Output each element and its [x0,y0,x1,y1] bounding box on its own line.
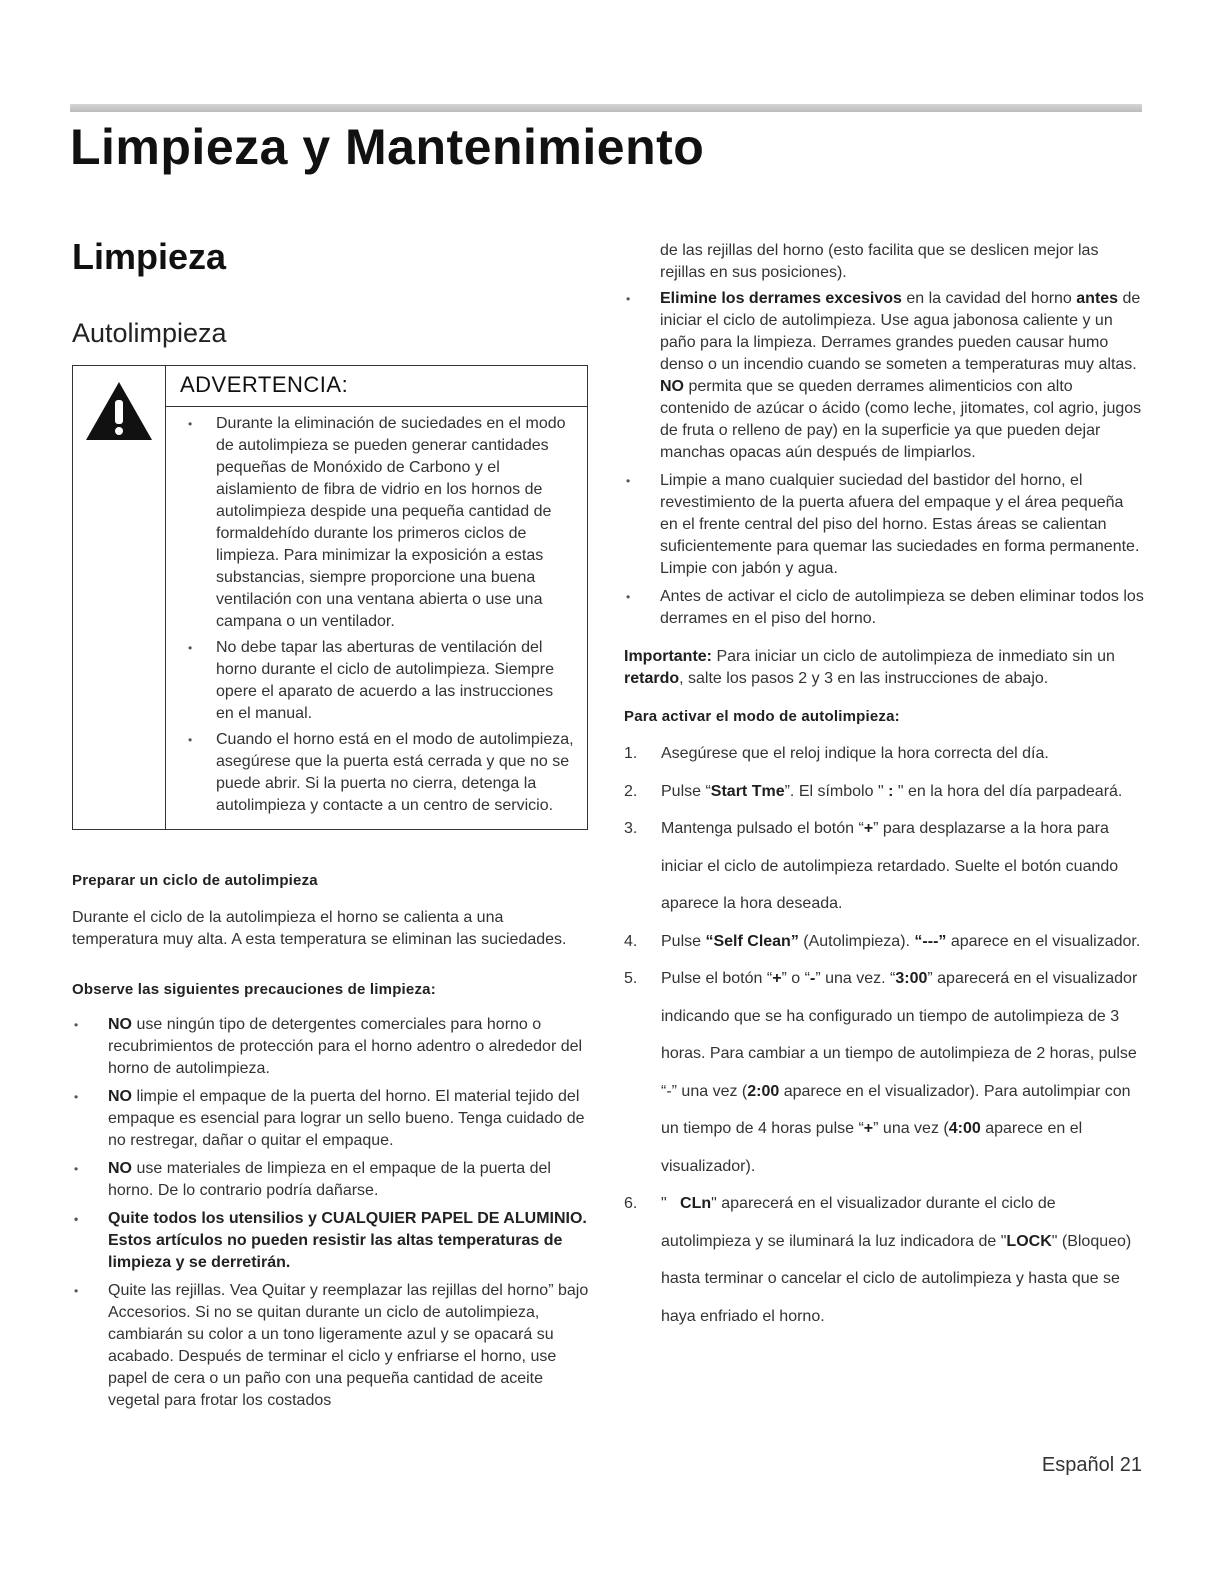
precaution-item: • Quite todos los utensilios y CUALQUIER PAPEL DE ALUMINIO. Estos artículos no pueden resistir las altas temperaturas de limpieza y se derretirán. [72,1208,592,1274]
warning-item: • No debe tapar las aberturas de ventilación del horno durante el ciclo de autolimpieza. Siempre opere el aparato de acuerdo a las instrucciones en el manual. [178,637,575,725]
step-text: " aparecerá en el visualizador durante el ciclo de autolimpieza y se iluminará la luz indicadora de " [661,1195,1056,1250]
step-text: ” o “ [781,970,810,987]
step-number: 4. [624,932,638,950]
step-bold: Start Tme [710,782,785,800]
page-title: Limpieza y Mantenimiento [70,119,705,175]
step-text: ” una vez ( [873,1120,949,1137]
activate-steps [624,735,1144,1335]
precaution-text: use materiales de limpieza en el empaque de la puerta del horno. De lo contrario podría dañarse. [108,1160,551,1199]
precaution-item: • Antes de activar el ciclo de autolimpieza se deben eliminar todos los derrames en el piso del horno. [624,586,1144,630]
step-bold: + [863,820,874,837]
important-text: , salte los pasos 2 y 3 en las instrucciones de abajo. [679,670,1049,687]
step-item [624,773,1144,811]
step-item [624,810,1144,923]
step-number: 3. [624,820,638,837]
left-column [72,236,592,1418]
step-text: aparece en el visualizador. [946,932,1141,950]
prepare-text: Durante el ciclo de la autolimpieza el horno se calienta a una temperatura muy alta. A esta temperatura se eliminan las suciedades. [72,909,567,948]
step-item [624,735,1144,773]
step-bold: - [809,970,816,987]
step-text: Mantenga pulsado el botón “ [661,820,864,837]
step-bold: + [863,1120,874,1137]
step-text: ” aparecerá en el visualizador indicando que se ha configurado un tiempo de autolimpieza de 3 horas. Para cambiar a un tiempo de autolimpieza de 2 horas, pulse “-” una vez ( [661,970,1138,1100]
precaution-item [72,1086,592,1152]
step-text: (Autolimpieza). [798,932,915,950]
precaution-text: en la cavidad del horno [901,290,1077,307]
activate-heading: Para activar el modo de autolimpieza: [624,708,900,725]
step-item [624,1185,1144,1335]
precaution-item [624,288,1144,464]
right-column [624,240,1144,1335]
step-text: Pulse “ [661,782,711,800]
warning-content [166,366,587,829]
step-bold: “---” [914,932,947,950]
step-text: Asegúrese que el reloj indique la hora correcta del día. [661,745,1049,762]
step-text: ”. El símbolo " [784,782,889,800]
warning-box [72,365,588,830]
step-text: " [661,1195,681,1212]
step-bold: “Self Clean” [705,932,799,950]
step-text: " (Bloqueo) hasta terminar o cancelar el ciclo de autolimpieza y hasta que se haya enfriado el horno. [661,1232,1132,1325]
step-text: Pulse el botón “ [661,970,773,987]
precautions-list [72,1014,592,1412]
step-number: 2. [624,782,638,800]
precautions-list-continued [624,288,1144,630]
precaution-bold: NO [108,1016,132,1033]
precaution-bold: antes [1076,290,1119,307]
important-note [624,646,1144,690]
step-item [624,960,1144,1185]
precaution-text: use ningún tipo de detergentes comerciales para horno o recubrimientos de protección para el horno adentro o alrededor del horno de autolimpieza. [108,1016,583,1077]
precaution-bold: Elimine los derrames excesivos [660,290,902,307]
step-number: 1. [624,745,638,762]
step-bold: : [888,782,894,800]
step-bold: 4:00 [948,1120,981,1137]
precaution-item: • Limpie a mano cualquier suciedad del bastidor del horno, el revestimiento de la puerta afuera del empaque y el área pequeña en el frente central del piso del horno. Estas áreas se calientan suficientemente para quemar las suciedades en forma permanente. Limpie con jabón y agua. [624,470,1144,580]
precautions-heading: Observe las siguientes precauciones de limpieza: [72,981,436,998]
section-title: Limpieza [72,236,227,277]
precaution-bold: NO [108,1160,132,1177]
precaution-item [72,1014,592,1080]
important-text: Para iniciar un ciclo de autolimpieza de inmediato sin un [712,648,1115,665]
step-text: aparece en el visualizador). Para autolimpiar con un tiempo de 4 horas pulse “ [661,1082,1131,1137]
prepare-heading: Preparar un ciclo de autolimpieza [72,872,318,889]
step-text: aparece en el visualizador). [661,1120,1083,1175]
precaution-bold: NO [660,378,684,395]
step-bold: 2:00 [747,1082,780,1100]
precaution-text: permita que se queden derrames alimenticios con alto contenido de azúcar o ácido (como leche, jitomates, col agrio, jugos de fruta o relleno de pay) en la superficie ya que pueden dejar manchas opacas aún después de limpiarlos. [660,378,1142,461]
step-bold: + [772,970,782,987]
precaution-bold: NO [108,1088,132,1105]
step-text: ” para desplazarse a la hora para iniciar el ciclo de autolimpieza retardado. Suelte el botón cuando aparece la hora deseada. [661,820,1119,912]
warning-heading: ADVERTENCIA: [166,366,587,407]
page-number: Español 21 [1041,1454,1142,1476]
step-number: 6. [624,1195,638,1212]
warning-item: • Cuando el horno está en el modo de autolimpieza, asegúrese que la puerta está cerrada y que no se puede abrir. Si la puerta no cierra, detenga la autolimpieza y contacte a un centro de servicio. [178,729,575,817]
warning-item: • Durante la eliminación de suciedades en el modo de autolimpieza se pueden generar cantidades pequeñas de Monóxido de Carbono y el aislamiento de fibra de vidrio en los hornos de autolimpieza despide una pequeña cantidad de formaldehído durante los primeros ciclos de limpieza. Para minimizar la exposición a estas substancias, siempre proporcione una buena ventilación con una ventana abierta o use una campana o un ventilador. [178,413,575,633]
step-bold: CLn [680,1195,712,1212]
step-text: ” una vez. “ [815,970,896,987]
warning-icon-cell [73,366,166,829]
warning-triangle-icon [84,380,154,442]
important-bold: retardo [624,670,680,687]
step-text: " en la hora del día parpadeará. [893,782,1123,800]
step-bold: LOCK [1006,1232,1052,1250]
step-bold: 3:00 [895,970,928,987]
subsection-title: Autolimpieza [72,318,227,348]
step-number: 5. [624,970,638,987]
important-label: Importante: [624,648,712,665]
step-text: Pulse [661,932,706,950]
warning-list [166,407,587,829]
precaution-text: de iniciar el ciclo de autolimpieza. Use agua jabonosa caliente y un paño para la limpieza. Derrames grandes pueden causar humo denso o un incendio cuando se someten a temperaturas muy altas. [660,290,1141,373]
step-item [624,923,1144,961]
precaution-item [72,1158,592,1202]
precaution-text: limpie el empaque de la puerta del horno. El material tejido del empaque es esencial para lograr un sello bueno. Tenga cuidado de no restregar, dañar o quitar el empaque. [108,1088,585,1149]
header-rule [70,104,1142,112]
precaution-item: • Quite las rejillas. Vea Quitar y reemplazar las rejillas del horno” bajo Accesorios. Si no se quitan durante un ciclo de autolimpieza, cambiarán su color a un tono ligeramente azul y se opacará su acabado. Después de terminar el ciclo y enfriarse el horno, use papel de cera o un paño con una pequeña cantidad de aceite vegetal para frotar los costados [72,1280,592,1412]
precaution-continuation: de las rejillas del horno (esto facilita que se deslicen mejor las rejillas en sus posiciones). [660,242,1099,281]
